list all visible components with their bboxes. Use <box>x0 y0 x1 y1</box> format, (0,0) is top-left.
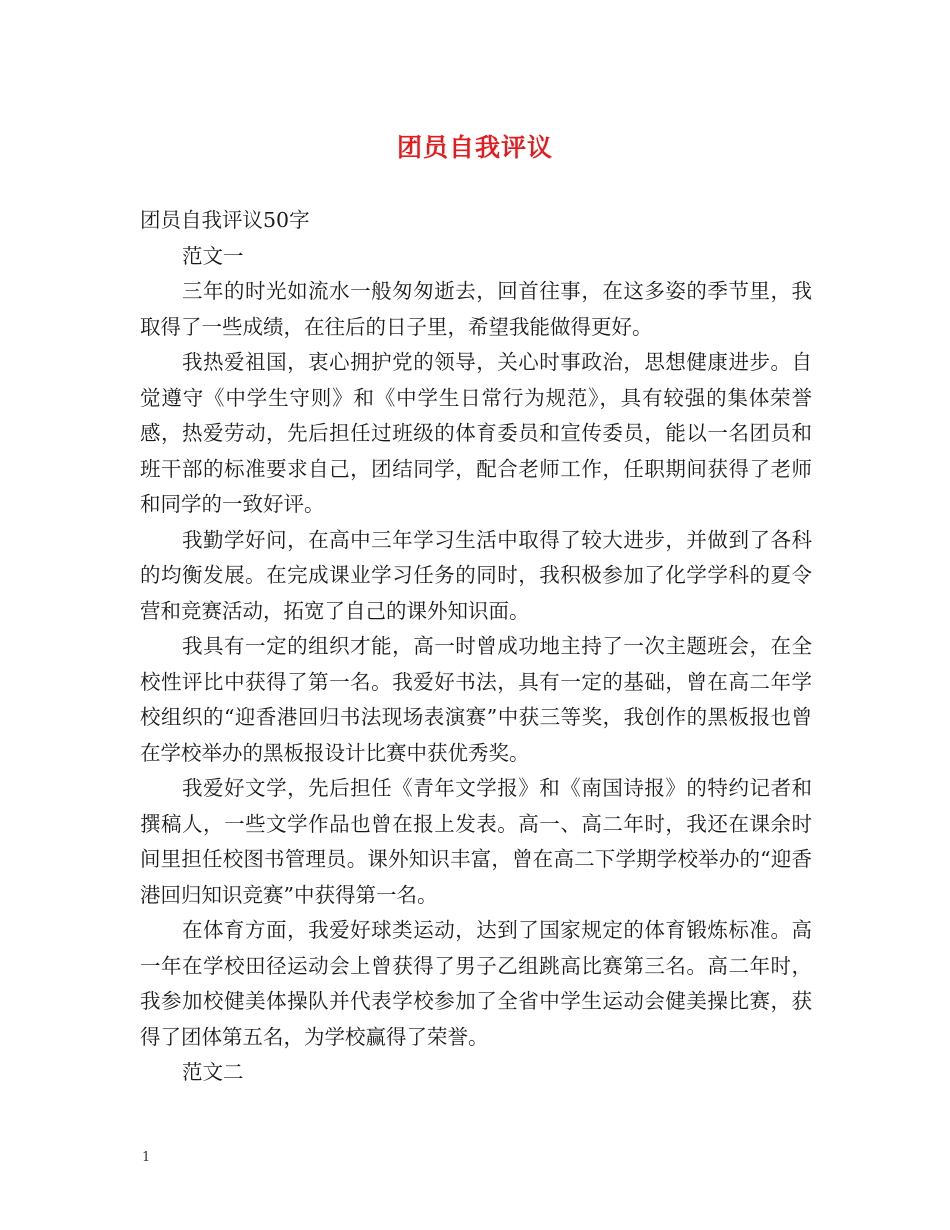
paragraph: 我热爱祖国，衷心拥护党的领导，关心时事政治，思想健康进步。自觉遵守《中学生守则》和《中学生日常行为规范》，具有较强的集体荣誉感，热爱劳动，先后担任过班级的体育委员和宣传委员，能以一名团员和班干部的标准要求自己，团结同学，配合老师工作，任职期间获得了老师和同学的一致好评。 <box>140 350 812 516</box>
paragraph: 我具有一定的组织才能，高一时曾成功地主持了一次主题班会，在全校性评比中获得了第一名。我爱好书法，具有一定的基础，曾在高二年学校组织的“迎香港回归书法现场表演赛”中获三等奖，我创作的黑板报也曾在学校举办的黑板报设计比赛中获优秀奖。 <box>140 634 812 765</box>
paragraph: 我勤学好问，在高中三年学习生活中取得了较大进步，并做到了各科的均衡发展。在完成课业学习任务的同时，我积极参加了化学学科的夏令营和竞赛活动，拓宽了自己的课外知识面。 <box>140 527 812 623</box>
document-subtitle: 团员自我评议50字 <box>140 208 310 232</box>
paragraph: 我爱好文学，先后担任《青年文学报》和《南国诗报》的特约记者和撰稿人，一些文学作品也曾在报上发表。高一、高二年时，我还在课余时间里担任校图书管理员。课外知识丰富，曾在高二下学期学校举办的“迎香港回归知识竞赛”中获得第一名。 <box>140 776 812 907</box>
document-body <box>140 203 812 1091</box>
document-title: 团员自我评议 <box>396 133 553 162</box>
section-label: 范文二 <box>182 1060 244 1084</box>
paragraph: 三年的时光如流水一般匆匆逝去，回首往事，在这多姿的季节里，我取得了一些成绩，在往后的日子里，希望我能做得更好。 <box>140 279 812 339</box>
page-number: 1 <box>142 1150 151 1165</box>
section-label: 范文一 <box>182 243 244 268</box>
paragraph: 在体育方面，我爱好球类运动，达到了国家规定的体育锻炼标准。高一年在学校田径运动会上曾获得了男子乙组跳高比赛第三名。高二年时，我参加校健美体操队并代表学校参加了全省中学生运动会健美操比赛，获得了团体第五名，为学校赢得了荣誉。 <box>140 918 812 1049</box>
